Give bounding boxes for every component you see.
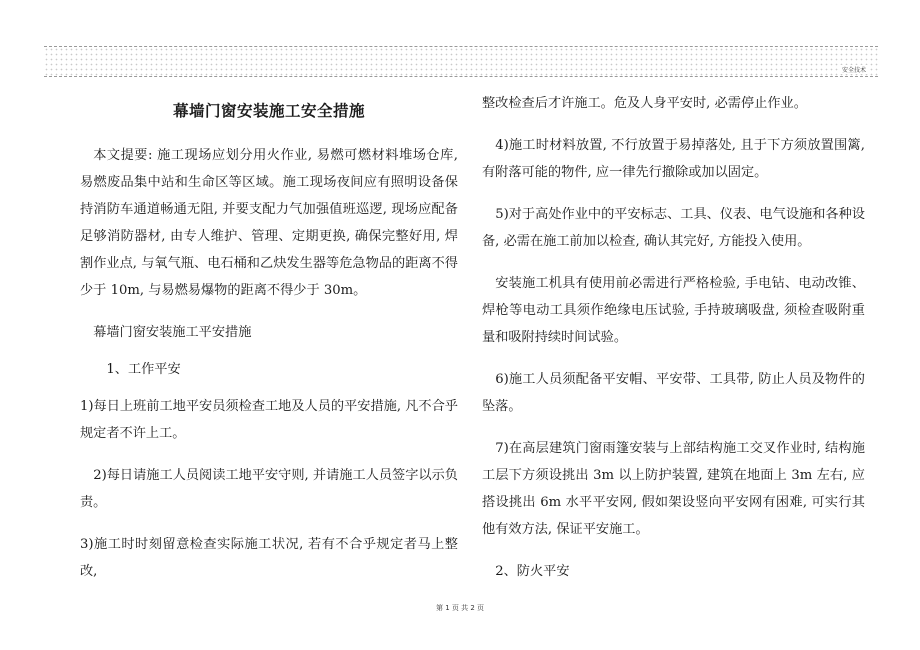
- header-tag: 安全技术: [841, 67, 866, 74]
- right-column: [482, 90, 865, 600]
- paragraph-item-4: 4)施工时材料放置, 不行放置于易掉落处, 且于下方须放置围篱, 有附落可能的物件, 应一律先行撤除或加以固定。: [482, 138, 865, 180]
- paragraph-item-7: 7)在高层建筑门窗雨篷安装与上部结构施工交叉作业时, 结构施工层下方须设挑出 3m 以上防护装置, 建筑在地面上 3m 左右, 应搭设挑出 6m 水平平安网, 假如架设竖向平安网有困难, 可实行其他有效方法, 保证平安施工。: [482, 441, 865, 537]
- paragraph-item-5: 5)对于高处作业中的平安标志、工具、仪表、电气设施和各种设备, 必需在施工前加以检查, 确认其完好, 方能投入使用。: [482, 207, 865, 249]
- subsection-heading: 1、工作平安: [106, 362, 181, 377]
- paragraph-continued: 整改检查后才许施工。危及人身平安时, 必需停止作业。: [482, 96, 807, 111]
- intro-paragraph: 本文提要: 施工现场应划分用火作业, 易燃可燃材料堆场仓库, 易燃废品集中站和生命区等区域。施工现场夜间应有照明设备保持消防车通道畅通无阻, 并要支配力气加强值班巡逻, 现场应配备足够消防器材, 由专人维护、管理、定期更换, 确保完整好用, 焊割作业点, 与氧气瓶、电石桶和乙炔发生器等危急物品的距离不得少于 10m, 与易燃易爆物的距离不得少于 30m。: [80, 148, 458, 298]
- paragraph-tools: 安装施工机具有使用前必需进行严格检验, 手电钻、电动改锥、焊枪等电动工具须作绝缘电压试验, 手持玻璃吸盘, 须检查吸附重量和吸附持续时间试验。: [482, 276, 865, 345]
- section-heading: 幕墙门窗安装施工平安措施: [93, 325, 252, 340]
- paragraph-item-3: 3)施工时时刻留意检查实际施工状况, 若有不合乎规定者马上整改,: [80, 537, 458, 579]
- paragraph-item-1: 1)每日上班前工地平安员须检查工地及人员的平安措施, 凡不合乎规定者不许上工。: [80, 399, 458, 441]
- page-footer: 第 1 页 共 2 页: [435, 604, 485, 612]
- paragraph-item-6: 6)施工人员须配备平安帽、平安带、工具带, 防止人员及物件的坠落。: [482, 372, 865, 414]
- paragraph-item-2: 2)每日请施工人员阅读工地平安守则, 并请施工人员签字以示负责。: [80, 468, 458, 510]
- header-band: [44, 46, 878, 77]
- document-title: 幕墙门窗安装施工安全措施: [172, 101, 365, 120]
- subsection-heading-2: 2、防火平安: [495, 564, 570, 579]
- left-column: [80, 90, 458, 600]
